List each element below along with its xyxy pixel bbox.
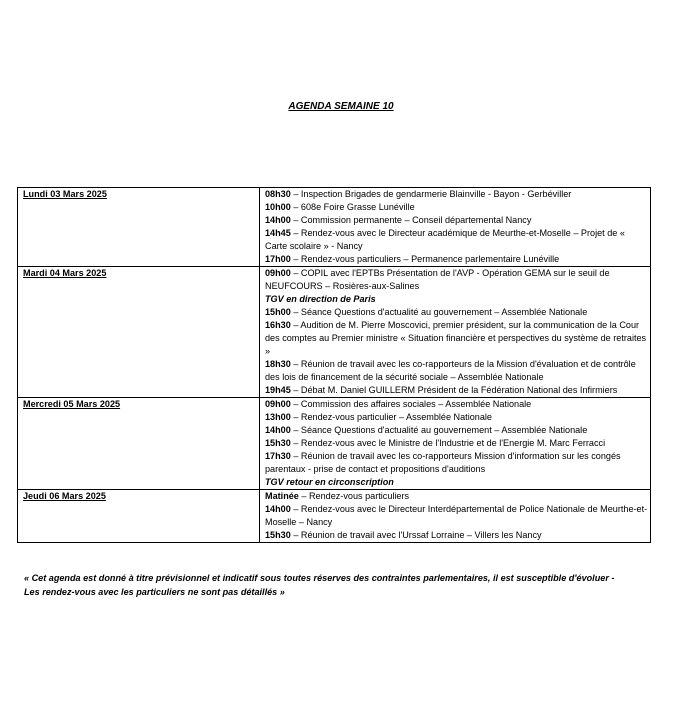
event-entry xyxy=(265,267,648,293)
event-entry xyxy=(265,358,648,384)
event-text: – Rendez-vous particulier – Assemblée Nationale xyxy=(290,412,492,422)
event-text: – Réunion de travail avec les co-rapporteurs de la Mission d'évaluation et de contrôle des lois de financement de la sécurité sociale – Assemblée Nationale xyxy=(265,359,636,382)
event-text: – COPIL avec l'EPTBs Présentation de l'AVP - Opération GEMA sur le seuil de NEUFCOURS – Rosières-aux-Salines xyxy=(265,268,610,291)
agenda-row-tuesday xyxy=(18,267,651,398)
agenda-row-monday xyxy=(18,188,651,267)
event-time: 14h00 xyxy=(265,215,291,225)
event-time: 15h30 xyxy=(265,530,291,540)
event-time: 09h00 xyxy=(265,268,291,278)
event-entry xyxy=(265,214,648,227)
event-text: – Audition de M. Pierre Moscovici, premier président, sur la communication de la Cour des comptes au Premier ministre « Situation financière et perspectives du système de retraites » xyxy=(265,320,647,356)
event-entry xyxy=(265,450,648,476)
event-time: 17h00 xyxy=(265,254,291,264)
event-time: 15h00 xyxy=(265,307,291,317)
event-time: 10h00 xyxy=(265,202,291,212)
event-text: – Rendez-vous avec le Ministre de l'Industrie et de l'Energie M. Marc Ferracci xyxy=(290,438,606,448)
agenda-row-thursday xyxy=(18,490,651,543)
event-text: – Rendez-vous particuliers xyxy=(298,491,410,501)
event-text: – Commission des affaires sociales – Assemblée Nationale xyxy=(290,399,532,409)
day-label: Jeudi 06 Mars 2025 xyxy=(23,491,106,501)
event-time: 16h30 xyxy=(265,320,291,330)
day-cell xyxy=(18,267,260,398)
day-label: Mercredi 05 Mars 2025 xyxy=(23,399,121,409)
event-text: – Commission permanente – Conseil départemental Nancy xyxy=(290,215,532,225)
event-text: – Séance Questions d'actualité au gouvernement – Assemblée Nationale xyxy=(290,425,588,435)
event-text: – Réunion de travail avec les co-rapporteurs Mission d'information sur les congés parentaux - prise de contact et propositions d'auditions xyxy=(265,451,621,474)
event-time: 14h00 xyxy=(265,425,291,435)
disclaimer-line-2: Les rendez-vous avec les particuliers ne sont pas détaillés » xyxy=(24,587,285,597)
day-cell xyxy=(18,188,260,267)
event-time: 17h30 xyxy=(265,451,291,461)
day-label: Mardi 04 Mars 2025 xyxy=(23,268,107,278)
event-entry xyxy=(265,424,648,437)
event-text: – Inspection Brigades de gendarmerie Blainville - Bayon - Gerbéviller xyxy=(290,189,572,199)
event-entry xyxy=(265,306,648,319)
agenda-row-wednesday xyxy=(18,398,651,490)
event-text: – Rendez-vous avec le Directeur Interdépartemental de Police Nationale de Meurthe-et-Moselle – Nancy xyxy=(265,504,648,527)
event-text: – 608e Foire Grasse Lunéville xyxy=(290,202,415,212)
event-text: – Rendez-vous avec le Directeur académique de Meurthe-et-Moselle – Projet de « Carte scolaire » - Nancy xyxy=(265,228,625,251)
event-entry xyxy=(265,529,648,542)
event-time: 09h00 xyxy=(265,399,291,409)
event-entry xyxy=(265,411,648,424)
event-time: 18h30 xyxy=(265,359,291,369)
disclaimer-line-1: « Cet agenda est donné à titre prévisionnel et indicatif sous toutes réserves des contraintes parlementaires, il est susceptible d'évoluer - xyxy=(24,573,615,583)
event-text: – Réunion de travail avec l'Urssaf Lorraine – Villers les Nancy xyxy=(290,530,542,540)
travel-note: TGV retour en circonscription xyxy=(265,477,394,487)
events-cell xyxy=(260,188,651,267)
event-entry xyxy=(265,437,648,450)
event-time: 19h45 xyxy=(265,385,291,395)
day-cell xyxy=(18,490,260,543)
day-label: Lundi 03 Mars 2025 xyxy=(23,189,107,199)
disclaimer-note xyxy=(24,571,654,599)
event-time: 08h30 xyxy=(265,189,291,199)
events-cell xyxy=(260,267,651,398)
document-title: AGENDA SEMAINE 10 xyxy=(288,101,394,112)
event-time: 13h00 xyxy=(265,412,291,422)
event-entry xyxy=(265,227,648,253)
event-text: – Séance Questions d'actualité au gouvernement – Assemblée Nationale xyxy=(290,307,588,317)
travel-note: TGV en direction de Paris xyxy=(265,294,376,304)
event-entry xyxy=(265,201,648,214)
event-time: 14h45 xyxy=(265,228,291,238)
events-cell xyxy=(260,490,651,543)
event-entry xyxy=(265,384,648,397)
event-time: Matinée xyxy=(265,491,299,501)
event-entry xyxy=(265,503,648,529)
event-entry xyxy=(265,188,648,201)
event-entry xyxy=(265,253,648,266)
event-time: 15h30 xyxy=(265,438,291,448)
event-entry xyxy=(265,490,648,503)
event-text: – Débat M. Daniel GUILLERM Président de la Fédération National des Infirmiers xyxy=(290,385,618,395)
events-cell xyxy=(260,398,651,490)
event-time: 14h00 xyxy=(265,504,291,514)
event-entry xyxy=(265,319,648,358)
day-cell xyxy=(18,398,260,490)
event-entry xyxy=(265,398,648,411)
agenda-table xyxy=(17,187,651,543)
event-text: – Rendez-vous particuliers – Permanence parlementaire Lunéville xyxy=(290,254,560,264)
